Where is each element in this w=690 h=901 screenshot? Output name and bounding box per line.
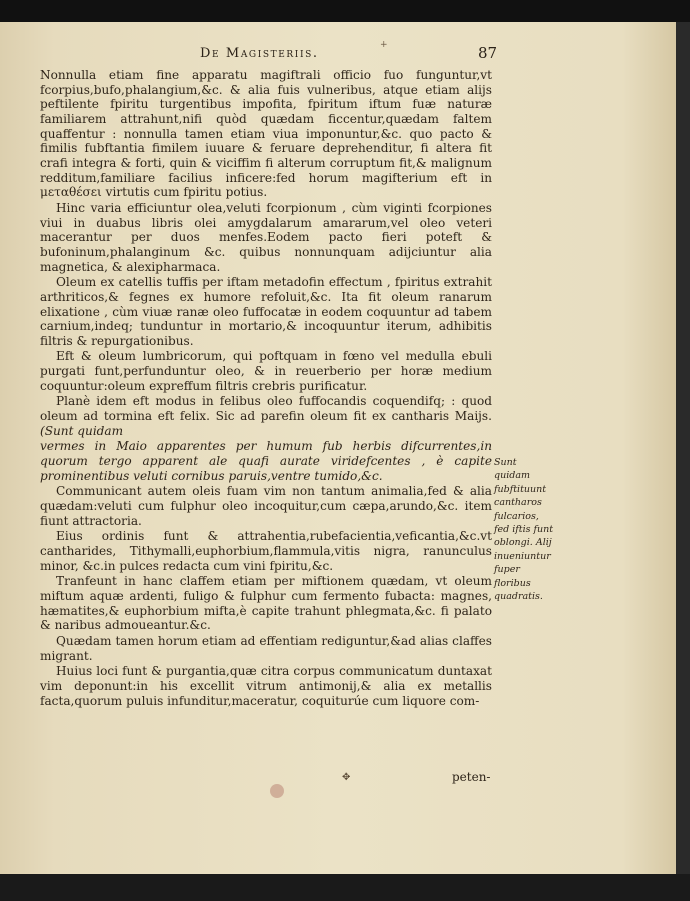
- paragraph: Nonnulla etiam fine apparatu magiftrali officio fuo funguntur,vt fcorpius,bufo,phalangium,&c. & alia fuis vulneribus, atque etiam alijs peftilente fpiritu turgentibus impofita, fpiritum iftum fuæ naturæ familiarem attrahunt,nifi quòd quædam ficcentur,quædam faltem quaffentur : nonnulla tamen etiam viua imponuntur,&c. quo pacto & fimilis fubftantia fimilem iuuare & feruare deprehenditur, fi altera fit crafi integra & forti, quin & viciffim fi alterum corruptum fit,& malignum redditum,familiare facilius inficere:fed horum magifterium eft in μεταθέσει virtutis cum fpiritu potius.: [40, 68, 492, 200]
- paragraph: Oleum ex catellis tuffis per iftam metadofin effectum , fpiritus extrahit arthriticos,& fegnes ex humore refoluit,&c. Ita fit oleum ranarum elixatione , cùm viuæ ranæ oleo fuffocatæ in eodem coquuntur ad tabem carnium,indeq; tunduntur in mortario,& incoquuntur iterum, adhibitis filtris & repurgationibus.: [40, 275, 492, 348]
- paragraph: Eft & oleum lumbricorum, qui poftquam in fœno vel medulla ebuli purgati funt,perfunduntur oleo, & in reuerberio per horæ medium coquuntur:oleum expreffum filtris crebris purificatur.: [40, 349, 492, 393]
- italic-paragraph: vermes in Maio apparentes per humum fub herbis difcurrentes,in quorum tergo apparent ale quafi aurate viridefcentes , è capite prominentibus veluti cornibus paruis,ventre tumido,&c.: [40, 439, 492, 483]
- scan-border: [0, 874, 690, 901]
- margin-note: Sunt quidam fubftituunt cantharos fulcarios, fed iftis funt oblongi. Alij inueniuntur fuper floribus quadratis.: [494, 457, 554, 603]
- paragraph: Eius ordinis funt & attrahentia,rubefacientia,veficantia,&c.vt cantharides, Tithymalli,euphorbium,flammula,vitis nigra, ranunculus minor, &c.in pulces redacta cum vini fpiritu,&c.: [40, 529, 492, 573]
- paragraph: Tranfeunt in hanc claffem etiam per miftionem quædam, vt oleum miftum aquæ ardenti, fuligo & fulphur cum fermento fubacta: magnes, hæmatites,& euphorbium mifta,è capite trahunt phlegmata,&c. fi palato & naribus admoueantur.&c.: [40, 574, 492, 633]
- ink-stain: [270, 784, 284, 798]
- page-edge: [676, 22, 690, 874]
- paragraph: Quædam tamen horum etiam ad effentiam rediguntur,&ad alias claffes migrant.: [40, 633, 492, 663]
- signature-mark: ✥: [342, 772, 351, 783]
- paragraph: [40, 394, 492, 438]
- body-text: [40, 68, 492, 709]
- ornament-mark: +: [380, 40, 388, 50]
- italic-insert: (Sunt quidam: [40, 423, 124, 438]
- catchword: peten-: [452, 770, 491, 784]
- page-number: 87: [478, 44, 498, 62]
- paragraph: Hinc varia efficiuntur olea,veluti fcorpionum , cùm viginti fcorpiones viui in duabus libris olei amygdalarum amararum,vel oleo veteri macerantur per duos menfes.Eodem pacto fieri poteft & bufoninum,phalanginum &c. quibus nonnunquam adijciuntur alia magnetica, & alexipharmaca.: [40, 200, 492, 274]
- paragraph: Communicant autem oleis fuam vim non tantum animalia,fed & alia quædam:veluti cum fulphur oleo incoquitur,cum cæpa,arundo,&c. item fiunt attractoria.: [40, 484, 492, 528]
- paragraph: Huius loci funt & purgantia,quæ citra corpus communicatum duntaxat vim deponunt:in his excellit vitrum antimonij,& alia ex metallis facta,quorum puluis infunditur,maceratur, coquiturúe cum liquore com-: [40, 664, 492, 708]
- running-title: De Magisteriis.: [200, 46, 319, 61]
- paragraph-text: Planè idem eft modus in felibus oleo fuffocandis coquendifq; : quod oleum ad tormina eft felix. Sic ad parefin oleum fit ex cantharis Maijs.: [40, 394, 492, 424]
